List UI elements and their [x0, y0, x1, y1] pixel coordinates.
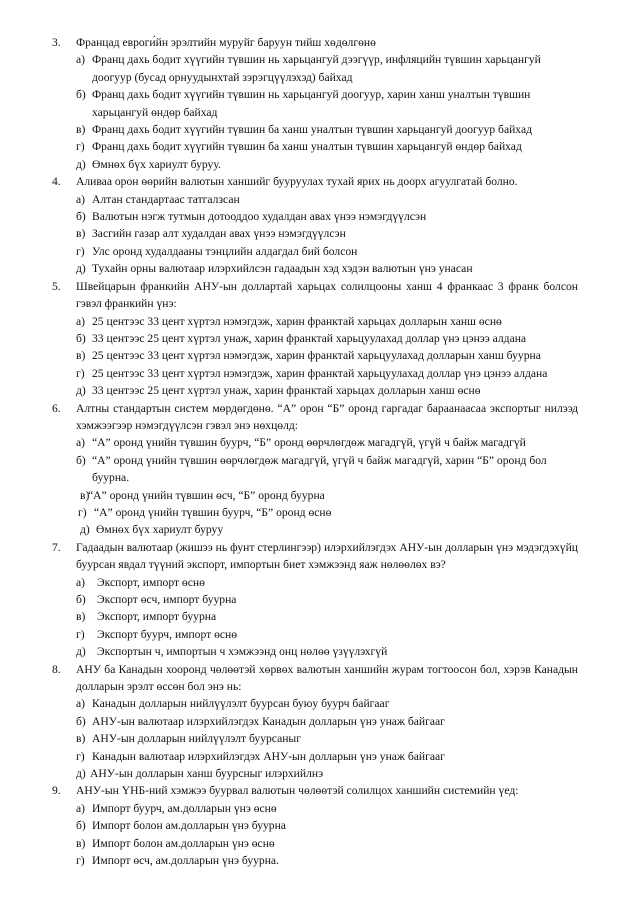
option-label: а) — [76, 801, 86, 815]
option-text: АНУ-ын долларын ханш буурсныг илэрхийлнэ — [90, 767, 324, 781]
option-label: д) — [76, 767, 86, 781]
option-text: “А” оронд үнийн түвшин өөрчлөгдөж магадгүй, үгүй ч байж магадгүй, харин “Б” оронд бол буурна. — [92, 453, 547, 485]
option-text: Франц дахь бодит хүүгийн түвшин нь харьцангуй дээгүүр, инфляцийн түвшин харьцангуй доогуур (бусад орнуудынхтай зэрэгцүүлэхэд) байхад — [92, 53, 541, 84]
option-text: Валютын нэгж тутмын дотооддоо худалдан авах үнээ нэмэгдүүлсэн — [92, 210, 427, 224]
option — [0, 574, 638, 591]
option-text: 25 центээс 33 цент хүртэл нэмэгдэж, харин франктай харьцах долларын ханш өснө — [92, 314, 502, 328]
option-text: “А” оронд үнийн түвшин буурч, “Б” оронд өснө — [94, 505, 332, 519]
question-6 — [0, 400, 638, 435]
option-text: Өмнөх бүх хариулт буруу. — [92, 157, 221, 171]
option — [0, 382, 638, 399]
option-label: а) — [76, 575, 86, 589]
option — [0, 591, 638, 608]
option-label: б) — [76, 453, 86, 467]
option-label: а) — [76, 697, 86, 711]
option-label: в) — [76, 349, 86, 363]
option — [0, 748, 638, 765]
option-label: а) — [76, 314, 86, 328]
question-4 — [0, 173, 638, 190]
option-label: д) — [76, 384, 86, 398]
question-text: Алтны стандартын систем мөрдөгдөнө. “А” орон “Б” оронд гаргадаг бараанаасаа экспортыг нилээд хэмжээгээр нэмэгдүүлсэн гэвэл энэ нөхцөлд: — [76, 401, 578, 432]
option-label: д) — [76, 645, 86, 659]
option — [0, 487, 638, 504]
option-label: б) — [76, 593, 86, 606]
question-5 — [0, 278, 638, 313]
option-label: б) — [76, 714, 86, 728]
question-text: Гадаадын валютаар (жишээ нь фунт стерлингээр) илэрхийлэгдэх АНУ-ын долларын үнэ мэдэгдэхүйц буурсан явдал түүний экспорт, импортын биет хэмжээнд яаж нөлөөлөх вэ? — [76, 540, 578, 572]
question-text: АНУ ба Канадын хооронд чөлөөтэй хөрвөх валютын ханшийн журам тогтоосон бол, хэрэв Канадын долларын эрэлт өссөн бол энэ нь: — [76, 662, 578, 694]
option — [0, 852, 638, 869]
option — [0, 225, 638, 242]
option — [0, 730, 638, 747]
option-label: а) — [76, 436, 86, 450]
option-label: г) — [76, 244, 85, 258]
question-number: 5. — [52, 279, 61, 293]
option-text: Өмнөх бүх хариулт буруу — [96, 523, 224, 537]
option — [0, 713, 638, 730]
option-label: б) — [76, 88, 86, 102]
question-text: Швейцарын франкийн АНУ-ын доллартай харьцах солилцооны ханш 4 франкаас 3 франк болсон гэвэл франкийн үнэ: — [76, 279, 578, 311]
question-number: 9. — [52, 784, 61, 798]
option — [0, 452, 638, 487]
option — [0, 626, 638, 643]
option-text: 25 центээс 33 цент хүртэл нэмэгдэж, харин франктай харьцуулахад долларын ханш буурна — [92, 349, 541, 363]
option-label: г) — [76, 627, 85, 641]
option — [0, 695, 638, 712]
option-text: Улс оронд худалдааны тэнцлийн алдагдал бий болсон — [92, 244, 358, 258]
option-text: Импорт буурч, ам.долларын үнэ өснө — [92, 801, 277, 815]
question-text: Францад евроги́йн эрэлтийн муруйг баруун тийш хөдөлгөнө — [76, 36, 376, 49]
option-label: г) — [78, 505, 87, 519]
option-text: Тухайн орны валютаар илэрхийлсэн гадаадын хэд хэдэн валютын үнэ унасан — [92, 262, 473, 276]
option-text: “А” оронд үнийн түвшин буурч, “Б” оронд өөрчлөгдөж магадгүй, үгүй ч байж магадгүй — [92, 436, 526, 450]
option-label: а) — [76, 53, 86, 67]
option-label: б) — [76, 331, 86, 345]
option-text: “А” оронд үнийн түвшин өсч, “Б” оронд буурна — [88, 488, 325, 502]
option-label: в) — [76, 610, 86, 624]
option — [0, 191, 638, 208]
option-text: 33 центээс 25 цент хүртэл унаж, харин франктай харьцах долларын ханш өснө — [92, 384, 481, 398]
option — [0, 504, 638, 521]
question-number: 4. — [52, 175, 61, 189]
question-number: 6. — [52, 401, 61, 415]
option — [0, 434, 638, 451]
option — [0, 817, 638, 834]
option-label: а) — [76, 192, 86, 206]
question-3 — [0, 34, 638, 51]
option-text: Экспорт, импорт өснө — [97, 575, 205, 589]
option-label: д) — [76, 157, 86, 171]
question-9 — [0, 782, 638, 799]
option-text: 25 центээс 33 цент хүртэл нэмэгдэж, харин франктай харьцуулахад доллар үнэ цэнээ алдана — [92, 366, 548, 380]
option-text: Экспортын ч, импортын ч хэмжээнд онц нөлөө үзүүлэхгүй — [97, 645, 388, 659]
option-label: г) — [76, 366, 85, 380]
option-label: г) — [76, 140, 85, 154]
option-label: г) — [76, 749, 85, 763]
option — [0, 86, 638, 121]
option-text: Экспорт буурч, импорт өснө — [97, 627, 238, 641]
option — [0, 347, 638, 364]
option-text: АНУ-ын долларын нийлүүлэлт буурсаныг — [92, 732, 301, 746]
option — [0, 608, 638, 625]
question-number: 8. — [52, 662, 61, 676]
option-label: д) — [76, 262, 86, 276]
question-text: Аливаа орон өөрийн валютын ханшийг бууруулах тухай ярих нь доорх агуулгатай болно. — [76, 175, 518, 189]
option — [0, 208, 638, 225]
question-7 — [0, 539, 638, 574]
option-text: Канадын долларын нийлүүлэлт буурсан буюу буурч байгааг — [92, 697, 390, 711]
question-8 — [0, 661, 638, 696]
option-text: Импорт өсч, ам.долларын үнэ буурна. — [92, 854, 279, 868]
option-label: г) — [76, 854, 85, 868]
option-text: Алтан стандартаас татгалзсан — [92, 192, 240, 206]
question-number: 7. — [52, 540, 61, 554]
option-label: в) — [80, 488, 90, 502]
option-label: б) — [76, 819, 86, 833]
option — [0, 121, 638, 138]
option-text: АНУ-ын валютаар илэрхийлэгдэх Канадын долларын үнэ унаж байгааг — [92, 714, 445, 728]
option-text: Засгийн газар алт худалдан авах үнээ нэмэгдүүлсэн — [92, 227, 346, 241]
option-text: 33 центээс 25 цент хүртэл унаж, харин франктай харьцуулахад доллар үнэ цэнээ алдана — [92, 331, 527, 345]
option — [0, 156, 638, 173]
option-label: в) — [76, 732, 86, 746]
option — [0, 765, 638, 782]
question-number: 3. — [52, 36, 61, 49]
option-text: Франц дахь бодит хүүгийн түвшин ба ханш уналтын түвшин харьцангуй өндөр байхад — [92, 140, 522, 154]
option — [0, 243, 638, 260]
option — [0, 51, 638, 86]
option — [0, 365, 638, 382]
question-text: АНУ-ын ҮНБ-ний хэмжээ буурвал валютын чөлөөтэй солилцох ханшийн системийн үед: — [76, 784, 519, 798]
option — [0, 330, 638, 347]
option-text: Экспорт өсч, импорт буурна — [97, 593, 237, 606]
option — [0, 800, 638, 817]
option-text: Франц дахь бодит хүүгийн түвшин нь харьцангуй доогуур, харин ханш уналтын түвшин харьцангуй өндөр байхад — [92, 88, 531, 119]
option — [0, 835, 638, 852]
option-text: Экспорт, импорт буурна — [97, 610, 217, 624]
option — [0, 313, 638, 330]
option-label: в) — [76, 123, 86, 137]
option-label: в) — [76, 227, 86, 241]
option-label: б) — [76, 210, 86, 224]
option-text: Франц дахь бодит хүүгийн түвшин ба ханш уналтын түвшин харьцангуй доогуур байхад — [92, 123, 532, 137]
option — [0, 521, 638, 538]
option-label: в) — [76, 836, 86, 850]
document-page — [0, 34, 638, 870]
option-text: Канадын валютаар илэрхийлэгдэх АНУ-ын долларын үнэ унаж байгааг — [92, 749, 445, 763]
option — [0, 643, 638, 660]
option — [0, 260, 638, 277]
option-label: д) — [80, 523, 90, 537]
option — [0, 138, 638, 155]
option-text: Импорт болон ам.долларын үнэ буурна — [92, 819, 286, 833]
option-text: Импорт болон ам.долларын үнэ өснө — [92, 836, 275, 850]
